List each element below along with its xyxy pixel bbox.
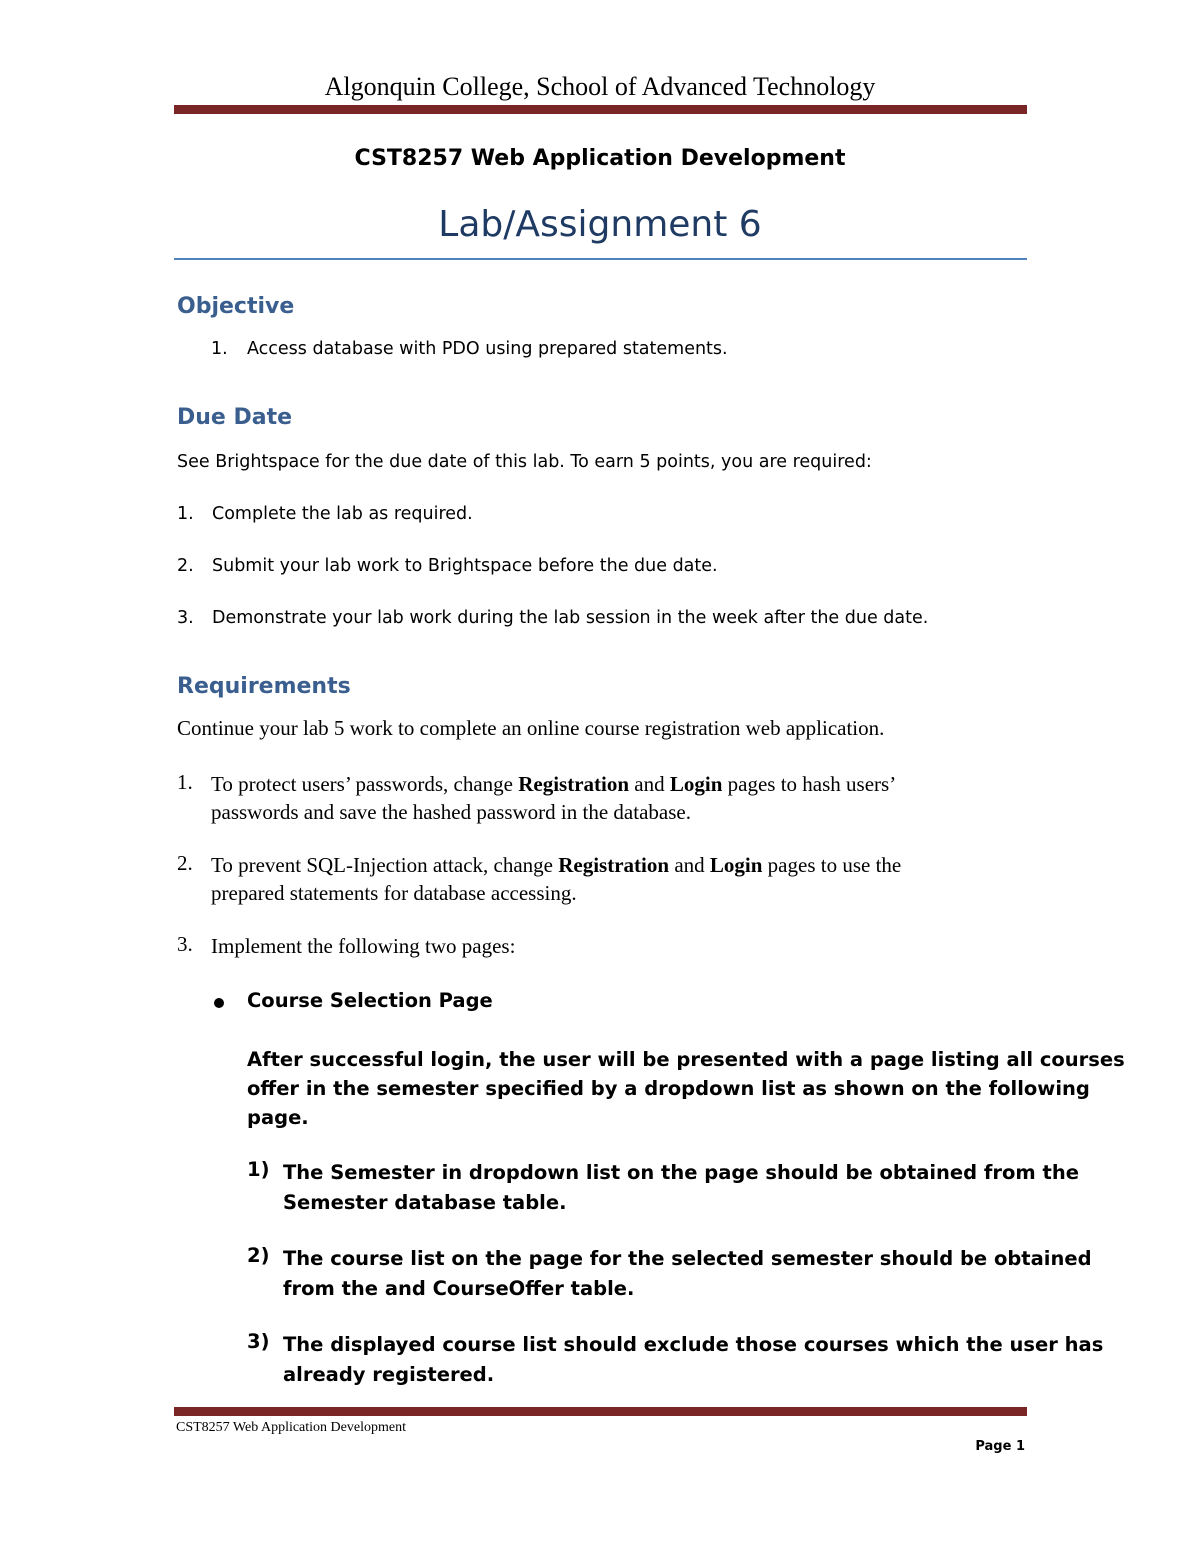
due-date-heading: Due Date [177, 405, 293, 430]
sub-item-number: 1) [247, 1158, 270, 1181]
footer-course-name: CST8257 Web Application Development [176, 1420, 406, 1435]
document-header: Algonquin College, School of Advanced Technology [324, 72, 876, 101]
header-divider [174, 105, 1027, 114]
sub-item-line: already registered. [283, 1363, 495, 1386]
requirement-2-line-2: prepared statements for database accessing. [211, 881, 577, 905]
objective-heading: Objective [177, 294, 295, 319]
sub-item-number: 2) [247, 1244, 270, 1267]
paragraph-line: page. [247, 1106, 309, 1129]
paragraph-line: offer in the semester specified by a dropdown list as shown on the following [247, 1077, 1090, 1100]
sub-item-line: The course list on the page for the selected semester should be obtained [283, 1247, 1092, 1270]
due-date-item-number: 3. [177, 608, 194, 628]
sub-item-number: 3) [247, 1330, 270, 1353]
due-date-item-text: Demonstrate your lab work during the lab session in the week after the due date. [212, 608, 929, 628]
due-date-item-number: 1. [177, 504, 194, 524]
requirement-number: 3. [177, 932, 193, 956]
due-date-intro: See Brightspace for the due date of this lab. To earn 5 points, you are required: [177, 452, 872, 472]
sub-item-2 [283, 1244, 1092, 1304]
sub-item-line: Semester database table. [283, 1191, 567, 1214]
lab-title: Lab/Assignment 6 [438, 204, 762, 245]
due-date-item-number: 2. [177, 556, 194, 576]
course-title: CST8257 Web Application Development [354, 146, 846, 171]
sub-item-line: from the and CourseOffer table. [283, 1277, 635, 1300]
requirements-intro: Continue your lab 5 work to complete an online course registration web application. [177, 716, 885, 740]
sub-item-1 [283, 1158, 1079, 1218]
bullet-dot [214, 998, 224, 1008]
title-underline [174, 258, 1027, 260]
requirement-number: 2. [177, 851, 193, 875]
due-date-item-text: Complete the lab as required. [212, 504, 473, 524]
objective-item-number: 1. [211, 339, 228, 359]
sub-item-3 [283, 1330, 1103, 1390]
requirement-1-line-2: passwords and save the hashed password in the database. [211, 800, 691, 824]
requirement-1-line-1: To protect users’ passwords, change Registration and Login pages to hash users’ [211, 772, 897, 796]
sub-item-line: The displayed course list should exclude those courses which the user has [283, 1333, 1104, 1356]
requirements-heading: Requirements [177, 674, 351, 699]
requirement-2-line-1: To prevent SQL-Injection attack, change Registration and Login pages to use the [211, 853, 902, 877]
course-selection-paragraph [247, 1045, 1125, 1132]
footer-divider [174, 1407, 1027, 1416]
sub-item-line: The Semester in dropdown list on the page should be obtained from the [283, 1161, 1079, 1184]
due-date-item-text: Submit your lab work to Brightspace before the due date. [212, 556, 718, 576]
course-selection-title: Course Selection Page [247, 989, 493, 1012]
requirement-3-text: Implement the following two pages: [211, 934, 516, 958]
paragraph-line: After successful login, the user will be presented with a page listing all courses [247, 1048, 1125, 1071]
objective-item-text: Access database with PDO using prepared statements. [247, 339, 728, 359]
page-number: Page 1 [975, 1439, 1025, 1454]
requirement-number: 1. [177, 770, 193, 794]
